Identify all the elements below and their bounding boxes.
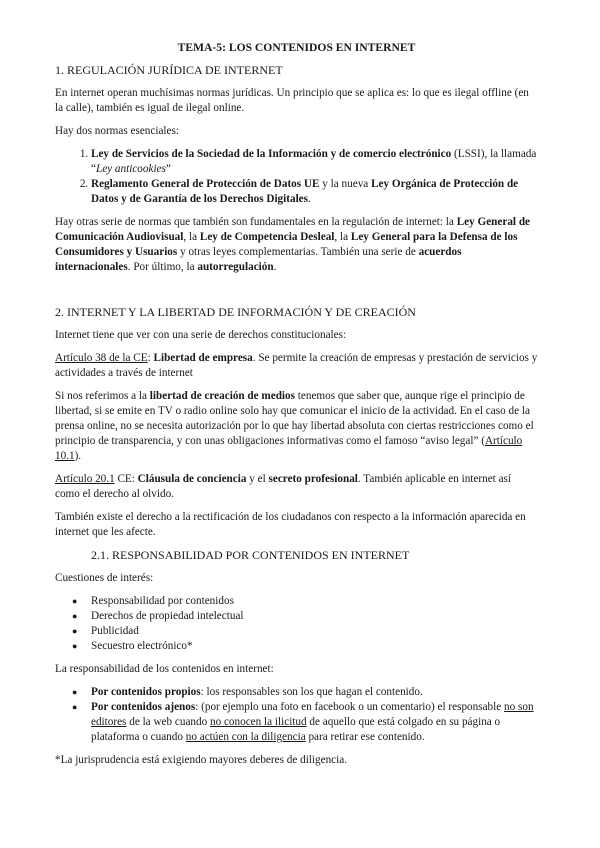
article-38-paragraph: Artículo 38 de la CE: Libertad de empresa. Se permite la creación de empresas y prestación de servicios y actividades a través de internet bbox=[55, 352, 538, 379]
s21-intro: Cuestiones de interés: bbox=[55, 572, 154, 584]
law1-name: Ley de Servicios de la Sociedad de la Información y de comercio electrónico bbox=[91, 148, 452, 160]
law2-name-1: Reglamento General de Protección de Datos UE bbox=[91, 178, 320, 190]
responsibility-list bbox=[55, 685, 538, 745]
article-38-link[interactable]: Artículo 38 de la CE bbox=[55, 352, 148, 364]
list-item-own-content: ● Por contenidos propios: los responsables son los que hagan el contenido. bbox=[91, 685, 538, 700]
media-freedom-paragraph: Si nos referimos a la libertad de creación de medios tenemos que saber que, aunque rige el principio de libertad, si se emite en TV o radio online solo hay que comunicar el inicio de la actividad. En el caso de la prensa online, no se necesita autorización por lo que hay libertad absoluta con ciertas restricciones como el principio de transparencia, y con unas obligaciones informativas como el famoso “aviso legal” (Artículo 10.1). bbox=[55, 390, 534, 462]
law-item-2: 2. Reglamento General de Protección de Datos UE y la nueva Ley Orgánica de Protección de Datos y de Garantía de los Derechos Digitales. bbox=[91, 177, 538, 207]
section-2-1-heading: 2.1. RESPONSABILIDAD POR CONTENIDOS EN INTERNET bbox=[91, 548, 410, 562]
article-20-paragraph: Artículo 20.1 CE: Cláusula de conciencia y el secreto profesional. También aplicable en internet así como el derecho al olvido. bbox=[55, 473, 511, 500]
list-item: ● Responsabilidad por contenidos bbox=[91, 594, 538, 609]
document-title: TEMA-5: LOS CONTENIDOS EN INTERNET bbox=[177, 41, 416, 54]
s2-paragraph-1: Internet tiene que ver con una serie de derechos constitucionales: bbox=[55, 329, 347, 341]
section-gap bbox=[55, 283, 538, 305]
list-item: ● Secuestro electrónico* bbox=[91, 639, 538, 654]
s1-paragraph-3: Hay otras serie de normas que también son fundamentales en la regulación de internet: la Ley General de Comunicación Audiovisual, la Ley de Competencia Desleal, la Ley General para la Defensa de los Consumidores y Usuarios y otras leyes complementarias. También una serie de acuerdos internacionales. Por último, la autorregulación. bbox=[55, 216, 531, 273]
law2-name-2: Ley Orgánica de Protección de Datos y de Garantía de los Derechos Digitales bbox=[91, 178, 519, 205]
s21-paragraph-2: La responsabilidad de los contenidos en internet: bbox=[55, 663, 274, 675]
section-2-heading: 2. INTERNET Y LA LIBERTAD DE INFORMACIÓN Y DE CREACIÓN bbox=[55, 305, 416, 319]
list-item: ● Publicidad bbox=[91, 624, 538, 639]
law-item-1: 1. Ley de Servicios de la Sociedad de la Información y de comercio electrónico (LSSI), la llamada “Ley anticookies” bbox=[91, 147, 538, 177]
essential-laws-list bbox=[55, 147, 538, 207]
law1-nickname: Ley anticookies bbox=[95, 163, 166, 175]
section-1-heading: 1. REGULACIÓN JURÍDICA DE INTERNET bbox=[55, 63, 283, 77]
s1-paragraph-1: En internet operan muchísimas normas jurídicas. Un principio que se aplica es: lo que es ilegal offline (en la calle), también es igual de ilegal online. bbox=[55, 87, 529, 114]
article-20-1-link[interactable]: Artículo 20.1 bbox=[55, 473, 115, 485]
article-10-1-link[interactable]: Artículo 10.1 bbox=[55, 435, 523, 462]
interest-topics-list bbox=[55, 594, 538, 654]
list-item-third-party-content: ● Por contenidos ajenos: (por ejemplo una foto en facebook o un comentario) el responsable no son editores de la web cuando no conocen la ilicitud de aquello que está colgado en su página o plataforma o cuando no actúen con la diligencia para retirar ese contenido. bbox=[91, 700, 538, 745]
rectification-paragraph: También existe el derecho a la rectificación de los ciudadanos con respecto a la información aparecida en internet que les afecte. bbox=[55, 511, 526, 538]
list-item: ● Derechos de propiedad intelectual bbox=[91, 609, 538, 624]
footnote: *La jurisprudencia está exigiendo mayores deberes de diligencia. bbox=[55, 754, 348, 766]
s1-paragraph-2: Hay dos normas esenciales: bbox=[55, 125, 179, 137]
